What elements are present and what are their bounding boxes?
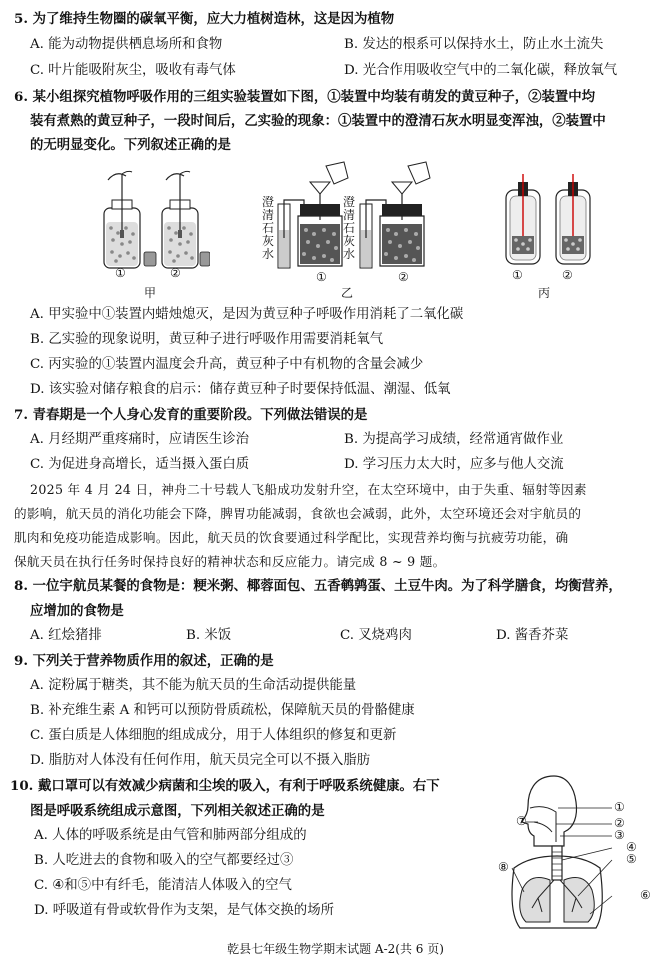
- q6-option-b: B. 乙实验的现象说明，黄豆种子进行呼吸作用需要消耗氧气: [30, 332, 384, 347]
- respiratory-system-diagram: [494, 772, 666, 932]
- limewater-label-left: 澄 清 石 灰 水: [262, 195, 275, 261]
- q8-stem-line1: 8. 一位宇航员某餐的食物是：粳米粥、椰蓉面包、五香鹌鹑蛋、土豆牛肉。为了科学膳食，均衡营养，: [14, 578, 622, 594]
- q10-stem-line2: 图是呼吸系统组成示意图，下列相关叙述正确的是: [30, 803, 325, 819]
- jar-2: [162, 171, 198, 268]
- q8-option-d: D. 酱香芥菜: [496, 628, 569, 643]
- q8-option-c: C. 叉烧鸡肉: [340, 628, 412, 643]
- q9-option-a: A. 淀粉属于糖类，其不能为航天员的生命活动提供能量: [30, 678, 357, 693]
- q10-option-c: C. ④和⑤中有纤毛，能清洁人体吸入的空气: [34, 878, 292, 893]
- figure-jia-label-1: ①: [115, 266, 126, 280]
- figure-yi-label-2: ②: [398, 270, 409, 284]
- q10-option-b: B. 人吃进去的食物和吸入的空气都要经过③: [34, 853, 294, 868]
- figure-bing-apparatus: [500, 172, 600, 266]
- diagram-label-4: ④: [626, 840, 637, 854]
- diagram-label-2: ②: [614, 816, 625, 830]
- jar-1: [104, 171, 140, 268]
- figure-yi-apparatus: [274, 160, 450, 272]
- thermos-2: [556, 174, 590, 264]
- q7-option-c: C. 为促进身高增长，适当摄入蛋白质: [30, 457, 250, 472]
- q5-option-a: A. 能为动物提供栖息场所和食物: [30, 37, 223, 52]
- q7-option-a: A. 月经期严重疼痛时，应请医生诊治: [30, 432, 250, 447]
- page-footer: 乾县七年级生物学期末试题 A-2(共 6 页): [227, 942, 444, 956]
- q9-option-d: D. 脂肪对人体没有任何作用，航天员完全可以不摄入脂肪: [30, 753, 371, 768]
- diagram-label-8: ⑧: [498, 860, 509, 874]
- figure-yi-caption: 乙: [341, 286, 354, 300]
- diagram-label-1: ①: [614, 800, 625, 814]
- figure-jia-caption: 甲: [144, 286, 157, 300]
- figure-jia-label-2: ②: [170, 266, 181, 280]
- intro-line1: 2025 年 4 月 24 日，神舟二十号载人飞船成功发射升空，在太空环境中，由于失重、辐射等因素: [30, 482, 587, 497]
- q9-option-b: B. 补充维生素 A 和钙可以预防骨质疏松，保障航天员的骨骼健康: [30, 703, 415, 718]
- q7-option-b: B. 为提高学习成绩，经常通宵做作业: [344, 432, 564, 447]
- q7-option-d: D. 学习压力太大时，应多与他人交流: [344, 457, 564, 472]
- q5-option-d: D. 光合作用吸收空气中的二氧化碳，释放氧气: [344, 63, 618, 78]
- figure-bing-label-2: ②: [562, 268, 573, 282]
- diagram-label-6: ⑥: [640, 888, 651, 902]
- q10-stem-line1: 10. 戴口罩可以有效减少病菌和尘埃的吸入，有利于呼吸系统健康。右下: [10, 778, 440, 794]
- q6-stem-line2: 装有煮熟的黄豆种子，一段时间后，乙实验的现象：①装置中的澄清石灰水明显变浑浊，②装置中: [30, 113, 606, 129]
- q6-stem-line3: 的无明显变化。下列叙述正确的是: [30, 137, 231, 153]
- q8-option-a: A. 红烩猪排: [30, 628, 102, 643]
- intro-line3: 肌肉和免疫功能造成影响。因此，航天员的饮食要通过科学配比，实现营养均衡与抗疲劳功能，确: [14, 530, 569, 545]
- q7-stem: 7. 青春期是一个人身心发育的重要阶段。下列做法错误的是: [14, 407, 368, 423]
- yi-set-1: [278, 162, 348, 268]
- q6-option-a: A. 甲实验中①装置内蜡烛熄灭，是因为黄豆种子呼吸作用消耗了二氧化碳: [30, 307, 464, 322]
- limewater-label-right: 澄 清 石 灰 水: [343, 195, 356, 261]
- q8-stem-line2: 应增加的食物是: [30, 603, 124, 619]
- yi-set-2: [360, 162, 430, 268]
- q6-option-d: D. 该实验对储存粮食的启示：储存黄豆种子时要保持低温、潮湿、低氧: [30, 382, 451, 397]
- q6-option-c: C. 丙实验的①装置内温度会升高，黄豆种子中有机物的含量会减少: [30, 357, 424, 372]
- q5-stem: 5. 为了维持生物圈的碳氧平衡，应大力植树造林，这是因为植物: [14, 11, 395, 27]
- figure-yi-label-1: ①: [316, 270, 327, 284]
- intro-line4: 保航天员在执行任务时保持良好的精神状态和反应能力。请完成 8 ~ 9 题。: [14, 554, 446, 569]
- q5-option-b: B. 发达的根系可以保持水土，防止水土流失: [344, 37, 604, 52]
- intro-line2: 的影响，航天员的消化功能会下降，脾胃功能减弱，食欲也会减弱，此外，太空环境还会对宇航员的: [14, 506, 582, 521]
- figure-bing-label-1: ①: [512, 268, 523, 282]
- q9-option-c: C. 蛋白质是人体细胞的组成成分，用于人体组织的修复和更新: [30, 728, 397, 743]
- diagram-label-5: ⑤: [626, 852, 637, 866]
- q10-option-d: D. 呼吸道有骨或软骨作为支架，是气体交换的场所: [34, 903, 334, 918]
- q8-option-b: B. 米饭: [186, 628, 232, 643]
- q6-stem-line1: 6. 某小组探究植物呼吸作用的三组实验装置如下图，①装置中均装有萌发的黄豆种子，②装置中均: [14, 89, 596, 105]
- figure-bing-caption: 丙: [538, 286, 551, 300]
- diagram-label-7: ⑦: [516, 814, 527, 828]
- q9-stem: 9. 下列关于营养物质作用的叙述，正确的是: [14, 653, 274, 669]
- figure-jia-apparatus: [100, 168, 210, 300]
- q10-option-a: A. 人体的呼吸系统是由气管和肺两部分组成的: [34, 828, 307, 843]
- diagram-label-3: ③: [614, 828, 625, 842]
- thermos-1: [506, 174, 540, 264]
- q5-option-c: C. 叶片能吸附灰尘，吸收有毒气体: [30, 63, 236, 78]
